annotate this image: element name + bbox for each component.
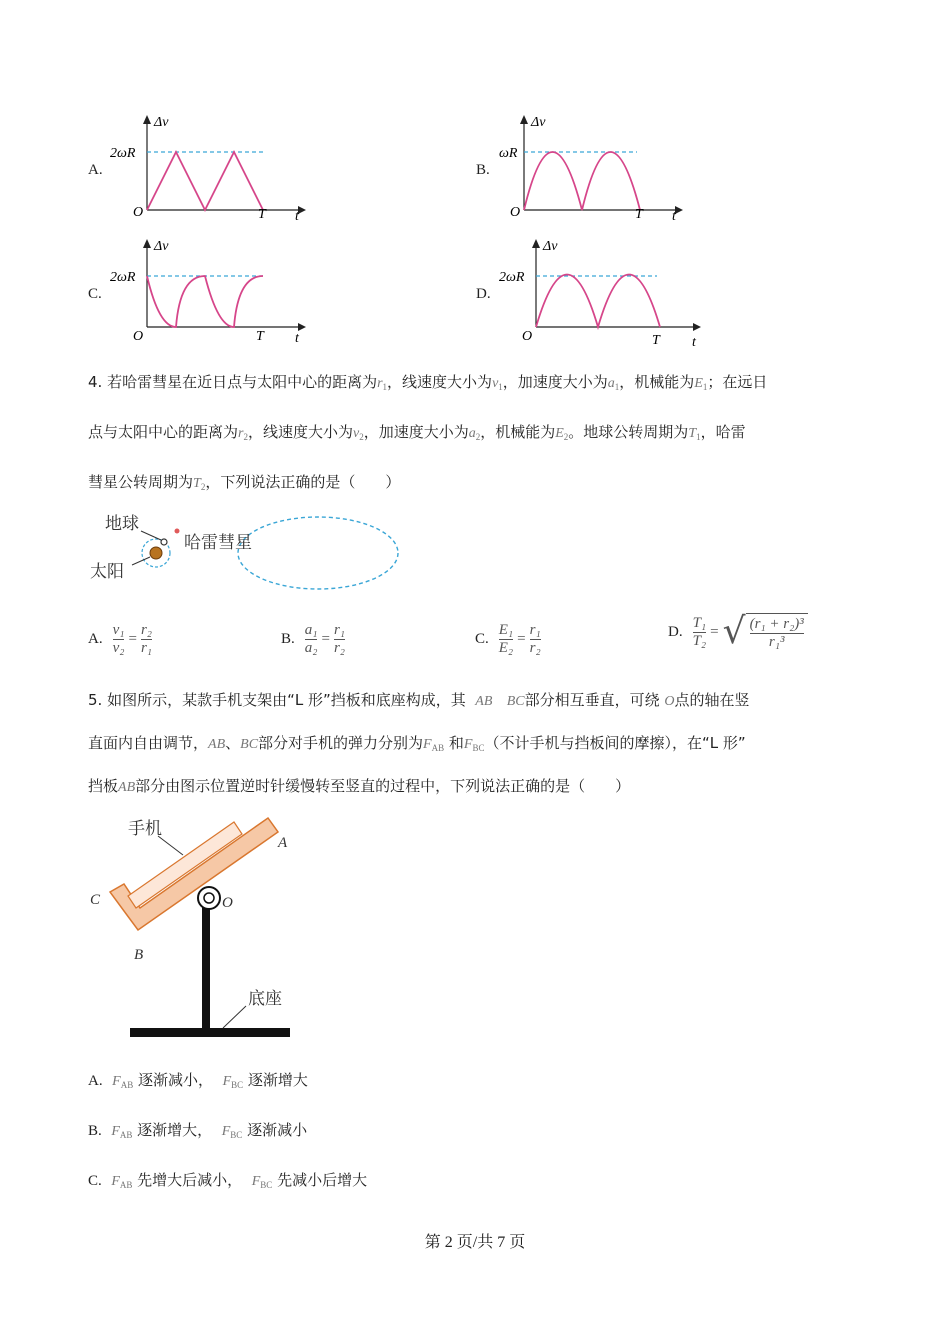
- q3-graph-a-origin: O: [133, 205, 144, 220]
- q3-graph-a: [108, 110, 308, 225]
- q3-graph-b-ytick: ωR: [499, 146, 518, 161]
- label-o: O: [222, 895, 233, 911]
- q3-graph-b-yaxis: Δv: [531, 115, 546, 130]
- q3-graph-a-curve: [147, 152, 263, 210]
- q3-graph-c-ytick: 2ωR: [110, 270, 136, 285]
- label-sun: 太阳: [90, 562, 124, 582]
- q4-line-3: 彗星公转周期为$T_2$，下列说法正确的是（ ）: [88, 473, 401, 492]
- q4-option-c[interactable]: C. $\frac{\text{E₁}}{\text{E₂}}$ = $\frac{\text{r₁}}{\text{r₂}}$: [475, 622, 541, 656]
- q4-line-2: 点与太阳中心的距离为$r_2$，线速度大小为$v_2$，加速度大小为$a_2$，机械能为$E_2$。地球公转周期为$T_1$，哈雷: [88, 423, 746, 442]
- comet-icon: [175, 529, 180, 534]
- comet-orbit: [238, 517, 398, 589]
- q4-option-a[interactable]: A. $\frac{\text{v₁}}{\text{v₂}}$ = $\frac{\text{r₂}}{\text{r₁}}$: [88, 622, 152, 656]
- q3-graph-d-origin: O: [522, 329, 533, 344]
- q3-graph-c-tlabel: T: [256, 329, 264, 344]
- q3-graph-c-curve: [147, 276, 263, 327]
- q3-graph-b-xaxis: t: [672, 209, 676, 224]
- q3-graph-b-tlabel: T: [635, 207, 643, 222]
- q3-graph-c-origin: O: [133, 329, 144, 344]
- q3-graph-d-xaxis: t: [692, 335, 696, 349]
- label-phone: 手机: [128, 819, 162, 839]
- q5-phone-stand-figure: [88, 810, 318, 1045]
- q3-option-b-label[interactable]: B.: [476, 162, 490, 178]
- q4-option-d[interactable]: D. $\frac{\text{T₁}}{\text{T₂}}$ = √ $\frac{\text{(r₁ + r₂)³}}{\text{r₁³}}$: [668, 612, 808, 652]
- label-a: A: [278, 835, 288, 851]
- earth-icon: [161, 539, 167, 545]
- q3-graph-b-curve: [524, 152, 640, 210]
- stand-base: [130, 1028, 290, 1037]
- q3-graph-c-xaxis: t: [295, 331, 299, 346]
- q3-graph-a-xaxis: t: [295, 209, 299, 224]
- q3-graph-c-yaxis: Δv: [154, 239, 169, 254]
- q3-graph-c: [108, 234, 308, 349]
- q5-option-a[interactable]: A. $F_{AB}$ 逐渐减小， $F_{BC}$ 逐渐增大: [88, 1071, 308, 1090]
- q3-graph-d-curve: [536, 275, 660, 328]
- sqrt-icon: √: [722, 611, 746, 652]
- q3-graph-d-yaxis: Δv: [543, 239, 558, 254]
- q3-option-d-label[interactable]: D.: [476, 286, 491, 302]
- q3-graph-a-tlabel: T: [258, 207, 266, 222]
- label-base: 底座: [248, 989, 282, 1009]
- q3-graph-b-origin: O: [510, 205, 521, 220]
- q5-line-2: 直面内自由调节，AB、BC部分对手机的弹力分别为$F_{AB}$ 和$F_{BC}$（不计手机与挡板间的摩擦），在“L 形”: [88, 734, 746, 753]
- sun-icon: [150, 547, 162, 559]
- stand-pole: [202, 905, 210, 1033]
- q3-option-a-label[interactable]: A.: [88, 162, 103, 178]
- page-footer: 第 2 页/共 7 页: [424, 1234, 526, 1251]
- label-comet: 哈雷彗星: [184, 533, 252, 553]
- q3-graph-a-ytick: 2ωR: [110, 146, 136, 161]
- label-b: B: [134, 947, 144, 963]
- q5-line-3: 挡板AB部分由图示位置逆时针缓慢转至竖直的过程中，下列说法正确的是（ ）: [88, 777, 631, 795]
- q5-option-c[interactable]: C. $F_{AB}$ 先增大后减小， $F_{BC}$ 先减小后增大: [88, 1171, 368, 1190]
- q3-graph-d-ytick: 2ωR: [499, 270, 525, 285]
- label-c: C: [90, 892, 101, 908]
- q3-option-c-label[interactable]: C.: [88, 286, 102, 302]
- label-earth: 地球: [105, 514, 139, 534]
- q3-graph-b: [497, 110, 697, 225]
- q4-orbit-figure: [88, 505, 408, 600]
- q3-graph-d-tlabel: T: [652, 333, 660, 348]
- q3-graph-a-yaxis: Δv: [154, 115, 169, 130]
- q4-option-b[interactable]: B. $\frac{\text{a₁}}{\text{a₂}}$ = $\frac{\text{r₁}}{\text{r₂}}$: [281, 622, 346, 656]
- q5-line-1: 5. 如图所示，某款手机支架由“L 形”挡板和底座构成，其 AB BC部分相互垂直，可绕 O点的轴在竖: [88, 691, 750, 709]
- q3-graph-d: [497, 234, 707, 349]
- q4-line-1: 4. 若哈雷彗星在近日点与太阳中心的距离为$r_1$，线速度大小为$v_1$，加速度大小为$a_1$，机械能为$E_1$；在远日: [88, 373, 768, 392]
- q5-option-b[interactable]: B. $F_{AB}$ 逐渐增大， $F_{BC}$ 逐渐减小: [88, 1121, 308, 1140]
